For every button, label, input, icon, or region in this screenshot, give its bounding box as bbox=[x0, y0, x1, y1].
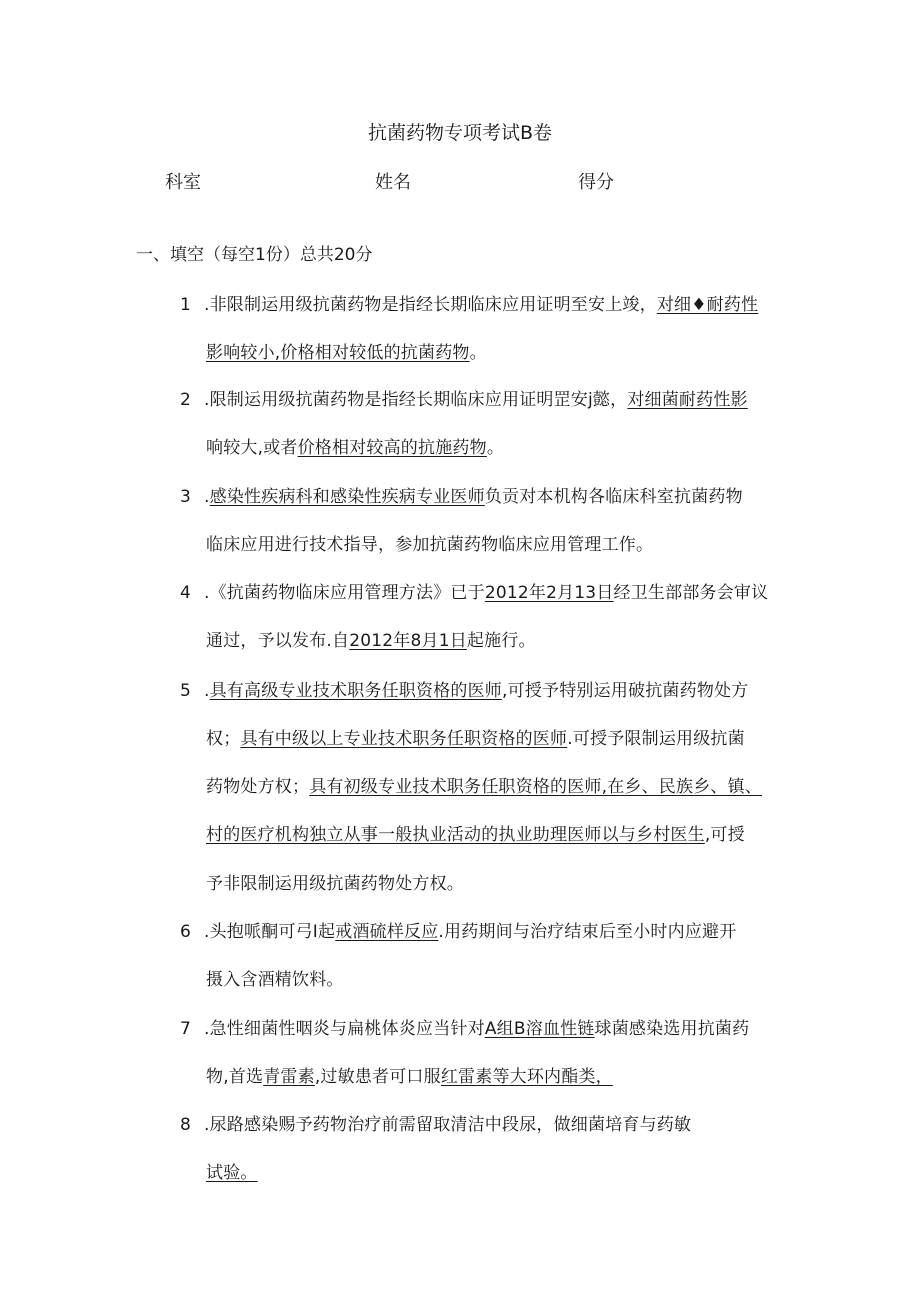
question-text: 球菌感染选用抗菌药 bbox=[594, 1019, 750, 1039]
answer-blank: 2012年8月1日 bbox=[349, 631, 467, 651]
question-text: .限制运用级抗菌药物是指经长期临床应用证明罡安j懿， bbox=[204, 390, 628, 410]
question-number: 6 bbox=[180, 922, 192, 942]
answer-blank: 具有中级以上专业技术职务任职资格的医师 bbox=[240, 729, 568, 749]
exam-title: 抗菌药物专项考试B卷 bbox=[367, 122, 553, 144]
question-text: 起施行。 bbox=[466, 631, 536, 651]
question-4-line-1 bbox=[180, 578, 768, 603]
question-text: 响较大,或者 bbox=[206, 438, 298, 458]
question-number: 3 bbox=[180, 487, 192, 507]
question-number: 2 bbox=[180, 390, 192, 410]
answer-blank: 试验。 bbox=[206, 1163, 258, 1183]
question-number: 5 bbox=[180, 681, 192, 701]
question-1-line-1 bbox=[180, 290, 758, 315]
question-1-line-2 bbox=[206, 338, 487, 363]
answer-blank: 对细♦耐药性 bbox=[656, 295, 759, 315]
question-5-line-5 bbox=[206, 869, 464, 894]
answer-blank: A组B溶血性链 bbox=[484, 1019, 595, 1039]
question-4-line-2 bbox=[206, 626, 536, 651]
question-8-line-1 bbox=[180, 1110, 691, 1135]
question-text: 予非限制运用级抗菌药物处方权。 bbox=[206, 874, 464, 894]
question-text: .用药期间与治疗结束后至小时内应避开 bbox=[438, 922, 737, 942]
question-text: ,过敏患者可口服 bbox=[314, 1067, 441, 1087]
question-text: .可授予限制运用级抗菌 bbox=[567, 729, 745, 749]
question-text: 通过，予以发布.自 bbox=[206, 631, 350, 651]
question-text: . bbox=[204, 487, 210, 507]
question-3-line-1 bbox=[180, 482, 743, 507]
question-6-line-2 bbox=[206, 965, 344, 990]
question-text: .尿路感染赐予药物治疗前需留取清洁中段尿，做细菌培育与药敏 bbox=[204, 1115, 692, 1135]
question-text: .非限制运用级抗菌药物是指经长期临床应用证明至安上竣， bbox=[204, 295, 657, 315]
question-number: 4 bbox=[180, 583, 192, 603]
question-text: 。 bbox=[486, 438, 505, 458]
department-field-label: 科室 bbox=[165, 172, 201, 193]
question-2-line-2 bbox=[206, 433, 504, 458]
answer-blank: 青雷素 bbox=[263, 1067, 315, 1087]
answer-blank: 具有初级专业技术职务任职资格的医师,在乡、民族乡、镇、 bbox=[309, 777, 763, 797]
answer-blank: 红雷素等大环内酯类， bbox=[440, 1067, 613, 1087]
question-3-line-2 bbox=[206, 530, 653, 555]
answer-blank: 价格相对较高的抗施药物 bbox=[297, 438, 487, 458]
answer-blank: 影响较小,价格相对较低的抗菌药物 bbox=[206, 343, 470, 363]
score-field-label: 得分 bbox=[578, 172, 614, 193]
question-5-line-4 bbox=[206, 820, 745, 845]
question-number: 8 bbox=[180, 1115, 192, 1135]
question-5-line-2 bbox=[206, 724, 745, 749]
question-number: 7 bbox=[180, 1019, 192, 1039]
question-text: 临床应用进行技术指导，参加抗菌药物临床应用管理工作。 bbox=[206, 535, 654, 555]
question-5-line-3 bbox=[206, 772, 762, 797]
question-text: 。 bbox=[469, 343, 487, 363]
question-8-line-2 bbox=[206, 1158, 258, 1183]
question-text: 摄入含酒精饮料。 bbox=[206, 970, 344, 990]
question-2-line-1 bbox=[180, 385, 748, 410]
answer-blank: 戒酒硫样反应 bbox=[335, 922, 439, 942]
section-heading: 一、填空（每空1份）总共20分 bbox=[136, 245, 373, 265]
question-text: 权； bbox=[206, 729, 241, 749]
question-text: . bbox=[204, 681, 210, 701]
answer-blank: 感染性疾病科和感染性疾病专业医师 bbox=[209, 487, 485, 507]
name-field-label: 姓名 bbox=[375, 172, 411, 193]
question-text: 药物处方权； bbox=[206, 777, 310, 797]
question-text: 物,首选 bbox=[206, 1067, 264, 1087]
answer-blank: 村的医疗机构独立从事一般执业活动的执业助理医师以与乡村医生 bbox=[206, 825, 705, 845]
question-text: .头抱哌酮可弓I起 bbox=[204, 922, 336, 942]
answer-blank: 具有高级专业技术职务任职资格的医师 bbox=[209, 681, 503, 701]
question-7-line-1 bbox=[180, 1014, 749, 1039]
question-text: 负贡对本机构各临床科室抗菌药物 bbox=[484, 487, 743, 507]
question-7-line-2 bbox=[206, 1062, 613, 1087]
answer-blank: 对细菌耐药性影 bbox=[627, 390, 748, 410]
question-text: ,可授予特别运用破抗菌药物处方 bbox=[502, 681, 749, 701]
question-6-line-1 bbox=[180, 917, 736, 942]
question-text: ,可授 bbox=[704, 825, 745, 845]
question-number: 1 bbox=[180, 295, 192, 315]
question-5-line-1 bbox=[180, 676, 748, 701]
question-text: .《抗菌药物临床应用管理方法》已于 bbox=[204, 583, 485, 603]
question-text: .急性细菌性咽炎与扁桃体炎应当针对 bbox=[204, 1019, 485, 1039]
question-text: 经卫生部部务会审议 bbox=[613, 583, 769, 603]
answer-blank: 2012年2月13日 bbox=[484, 583, 614, 603]
